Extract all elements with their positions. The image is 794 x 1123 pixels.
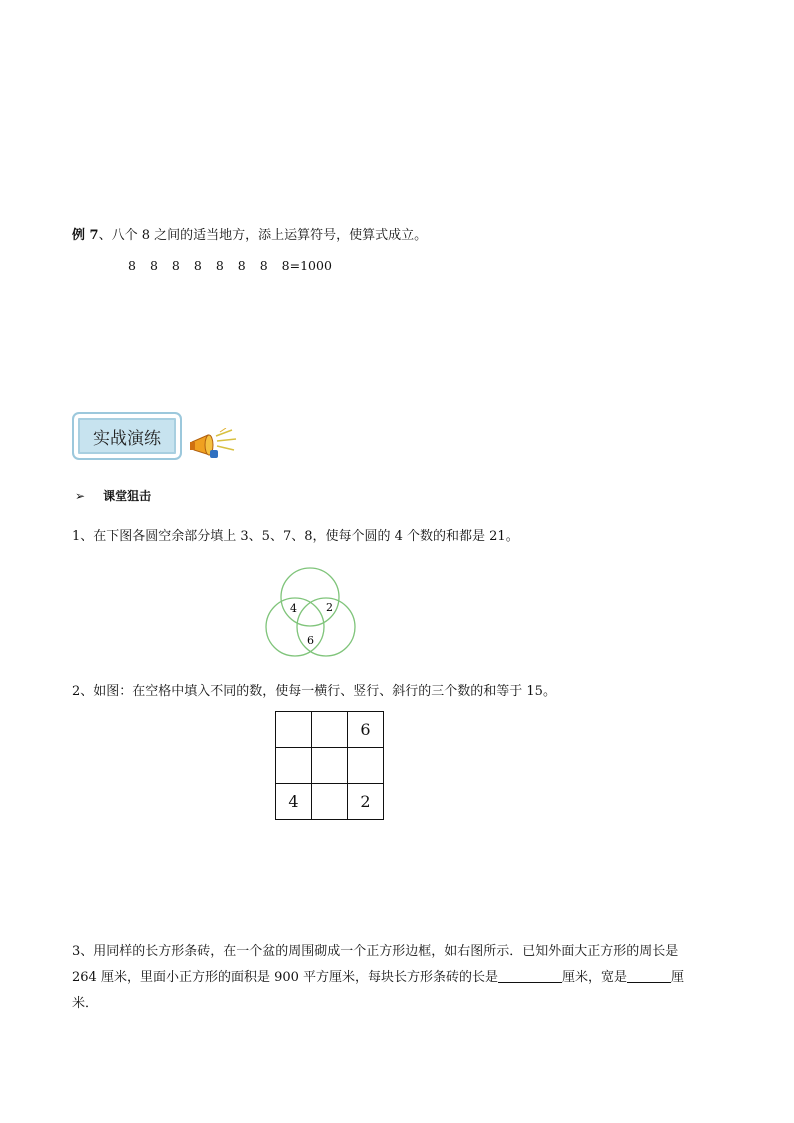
example-7-question: [72, 226, 427, 246]
section-heading: [75, 486, 151, 506]
grid-cell[interactable]: [312, 748, 348, 784]
question-1-text: 1、在下图各圆空余部分填上 3、5、7、8，使每个圆的 4 个数的和都是 21。: [72, 529, 519, 544]
grid-cell[interactable]: [276, 748, 312, 784]
grid-cell[interactable]: [348, 748, 384, 784]
example-7-label: 例 7: [72, 228, 99, 243]
eq-digit: 8: [237, 258, 246, 273]
venn-number: 2: [326, 601, 333, 614]
venn-diagram: [258, 564, 362, 660]
grid-row: [276, 784, 384, 820]
eq-digit: 8: [171, 258, 180, 273]
grid-cell[interactable]: 6: [348, 712, 384, 748]
question-3-text-a: 264 厘米，里面小正方形的面积是 900 平方厘米，每块长方形条砖的长是: [72, 970, 499, 985]
question-3-line-1: 3、用同样的长方形条砖，在一个盆的周围砌成一个正方形边框，如右图所示．已知外面大正方形的周长是: [72, 944, 679, 959]
bullet-arrow-icon: ➢: [75, 489, 86, 503]
example-7-equation: [128, 256, 332, 277]
question-3-line-2: [72, 968, 684, 988]
eq-digit: 8: [149, 258, 158, 273]
question-3-text-c: 厘: [671, 970, 685, 985]
eq-digit: 8: [259, 258, 268, 273]
width-answer-blank[interactable]: [627, 968, 671, 983]
eq-digit: 8: [193, 258, 202, 273]
venn-circle-top: [281, 568, 339, 626]
length-answer-blank[interactable]: [498, 968, 562, 983]
practice-badge-label: 实战演练: [93, 428, 161, 449]
grid-cell[interactable]: 2: [348, 784, 384, 820]
section-title: 课堂狙击: [103, 489, 152, 503]
megaphone-icon: [186, 428, 242, 464]
grid-cell[interactable]: [312, 712, 348, 748]
grid-cell[interactable]: [312, 784, 348, 820]
question-3-line-3: 米．: [72, 996, 99, 1011]
grid-cell[interactable]: 4: [276, 784, 312, 820]
grid-row: [276, 748, 384, 784]
magic-square-grid: [275, 711, 384, 820]
eq-digit: 8: [215, 258, 224, 273]
question-2-text: 2、如图：在空格中填入不同的数，使每一横行、竖行、斜行的三个数的和等于 15。: [72, 684, 556, 699]
grid-row: [276, 712, 384, 748]
venn-number: 6: [307, 634, 314, 647]
question-3-text-b: 厘米，宽是: [562, 970, 628, 985]
example-7-text: 、八个 8 之间的适当地方，添上运算符号，使算式成立。: [98, 228, 428, 243]
venn-number: 4: [290, 602, 297, 615]
practice-badge: [72, 412, 182, 460]
eq-result: 8=1000: [281, 258, 332, 273]
eq-digit: 8: [128, 258, 136, 273]
grid-cell[interactable]: [276, 712, 312, 748]
